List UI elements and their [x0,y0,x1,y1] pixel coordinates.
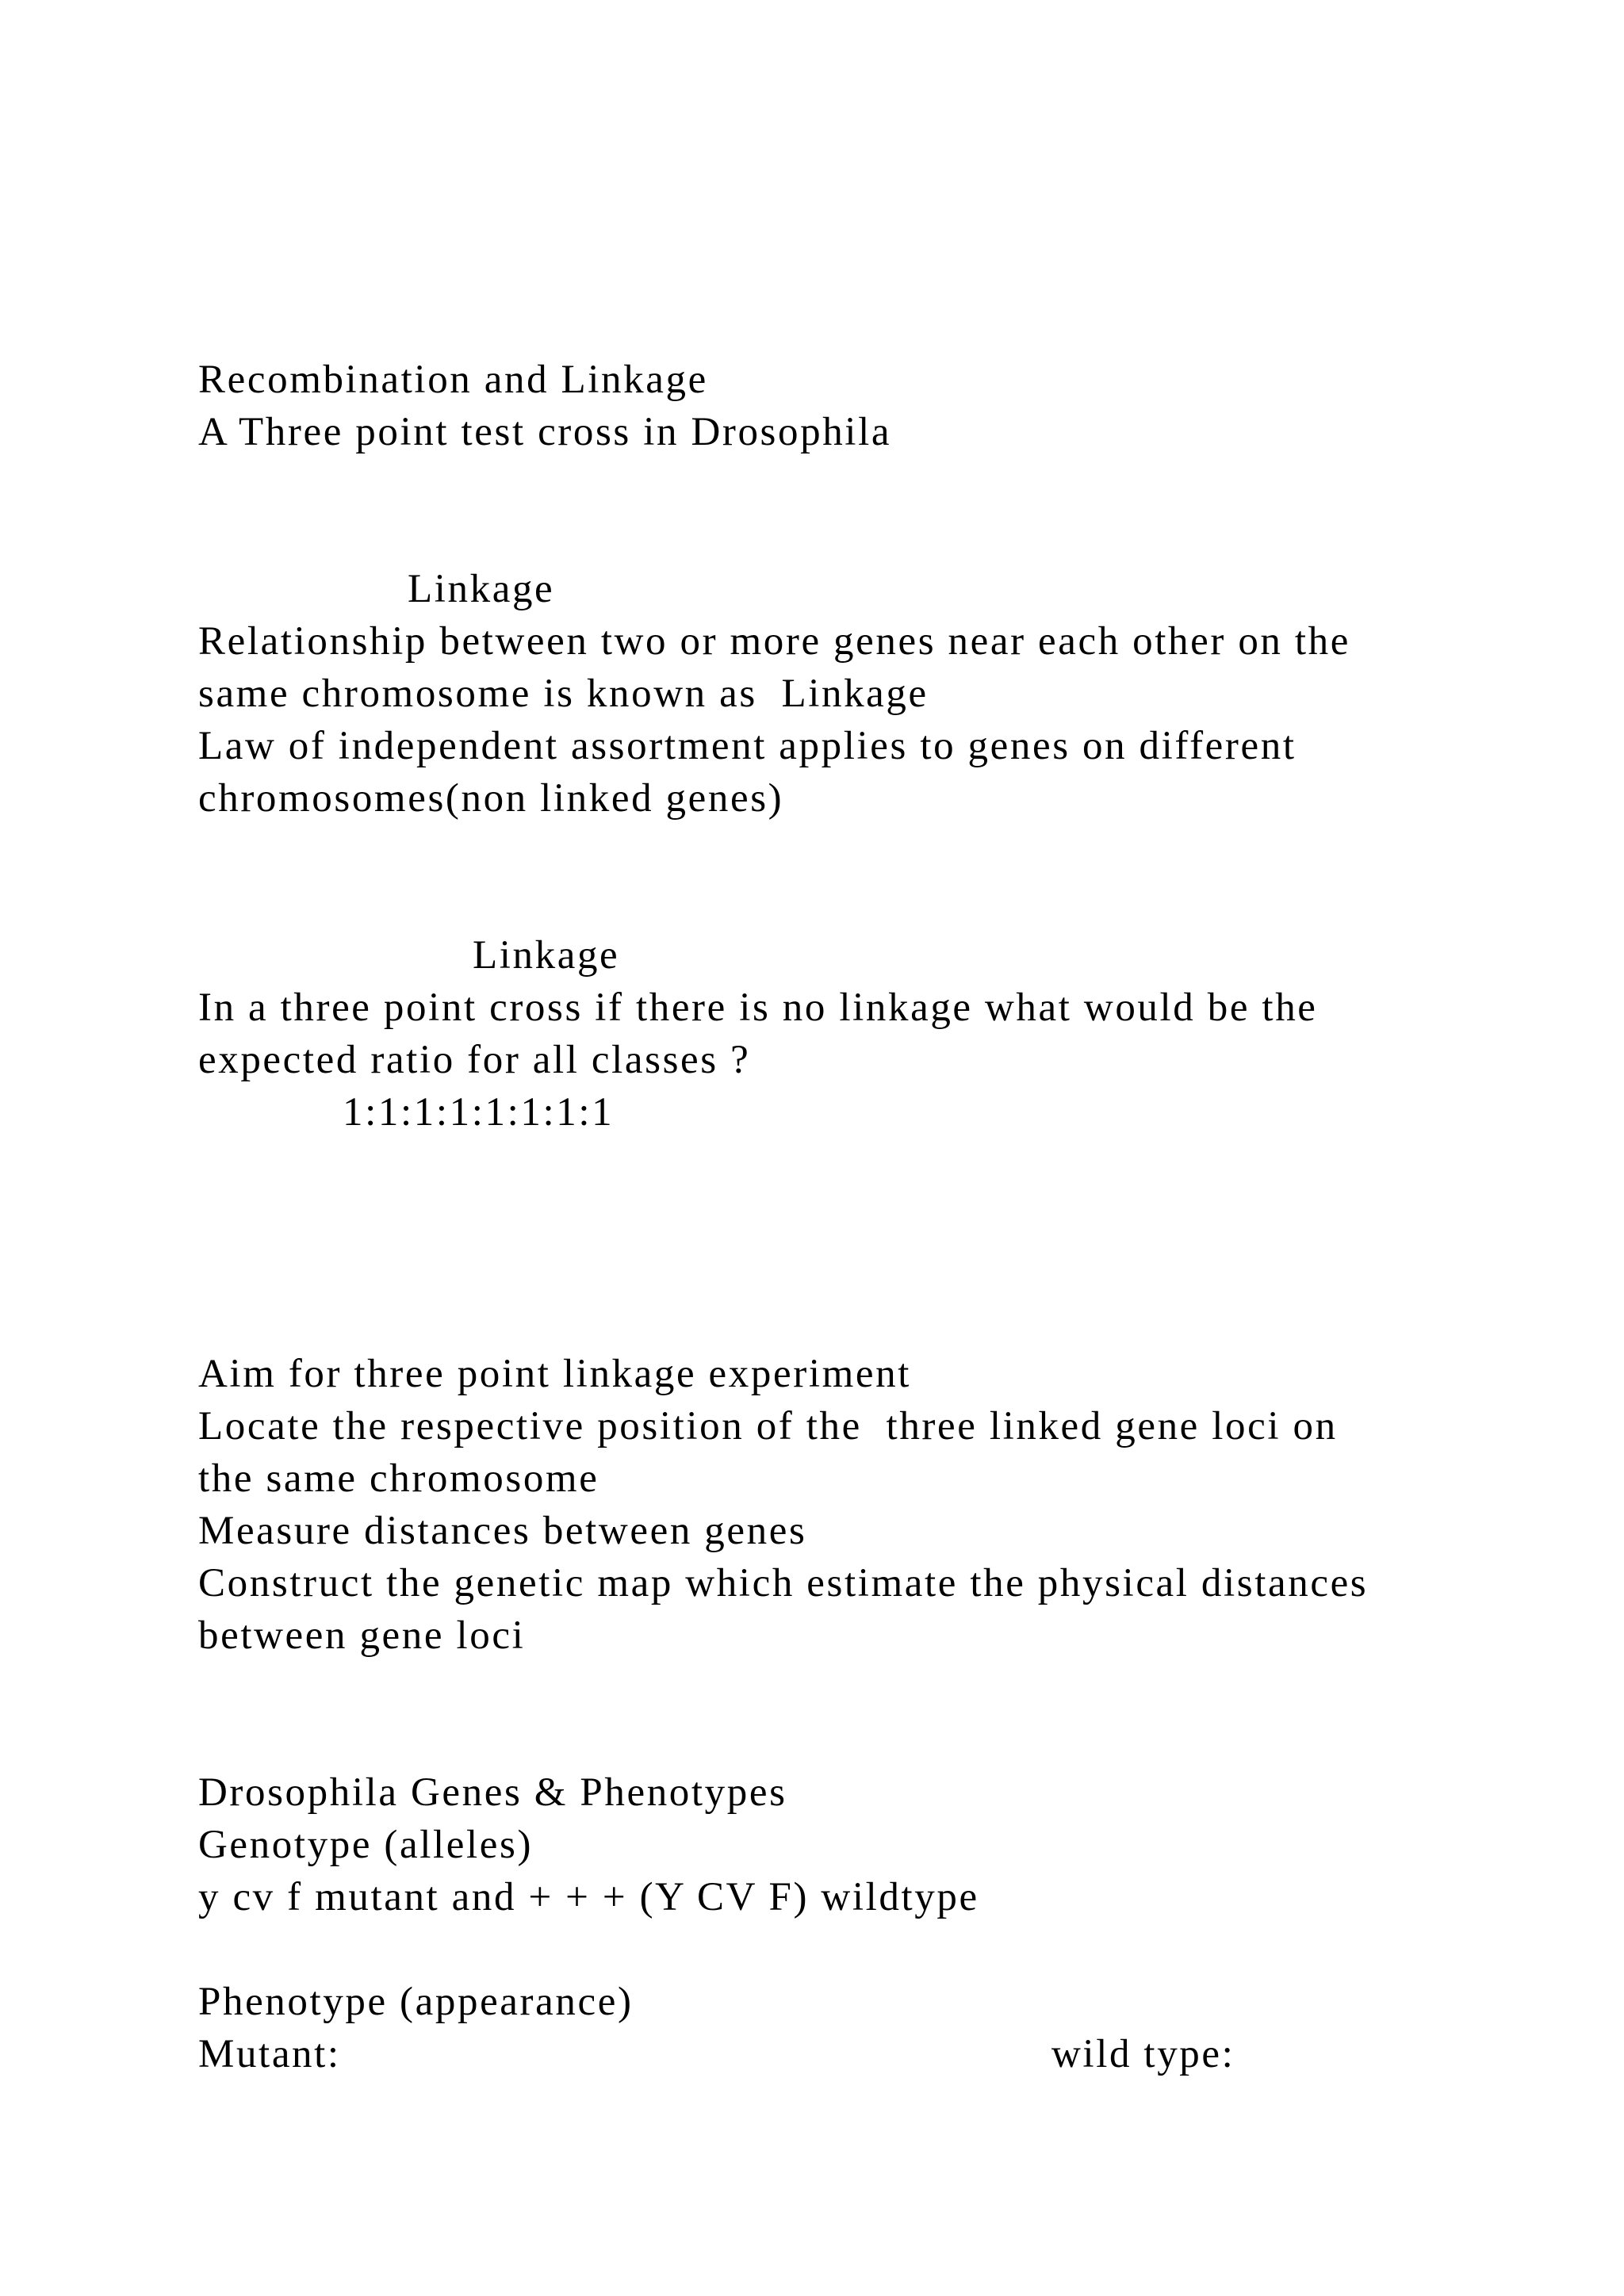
paragraph-line: Measure distances between genes [198,1509,807,1553]
paragraph-line: chromosomes(non linked genes) [198,776,784,821]
paragraph-line: Law of independent assortment applies to genes on different [198,724,1297,768]
section-heading-genes: Drosophila Genes & Phenotypes [198,1770,787,1815]
phenotype-label: Phenotype (appearance) [198,1980,634,2024]
section-heading-linkage-1: Linkage [408,567,555,611]
ratio-value: 1:1:1:1:1:1:1:1 [343,1090,615,1135]
document-subtitle: A Three point test cross in Drosophila [198,410,892,454]
genotype-label: Genotype (alleles) [198,1823,534,1867]
mutant-label: Mutant: [198,2032,341,2076]
document-title: Recombination and Linkage [198,358,708,402]
paragraph-line: the same chromosome [198,1456,599,1501]
paragraph-line: Relationship between two or more genes near each other on the [198,619,1350,664]
paragraph-line: between gene loci [198,1613,526,1658]
genotype-line: y cv f mutant and + + + (Y CV F) wildtype [198,1875,979,1919]
paragraph-line: same chromosome is known as Linkage [198,672,929,716]
paragraph-line: Locate the respective position of the three linked gene loci on [198,1404,1338,1448]
paragraph-line: Construct the genetic map which estimate the physical distances [198,1561,1369,1605]
wildtype-label: wild type: [1051,2032,1235,2076]
section-heading-linkage-2: Linkage [473,933,620,978]
paragraph-line: In a three point cross if there is no linkage what would be the [198,985,1318,1030]
paragraph-line: expected ratio for all classes ? [198,1038,751,1082]
section-heading-aim: Aim for three point linkage experiment [198,1352,911,1396]
